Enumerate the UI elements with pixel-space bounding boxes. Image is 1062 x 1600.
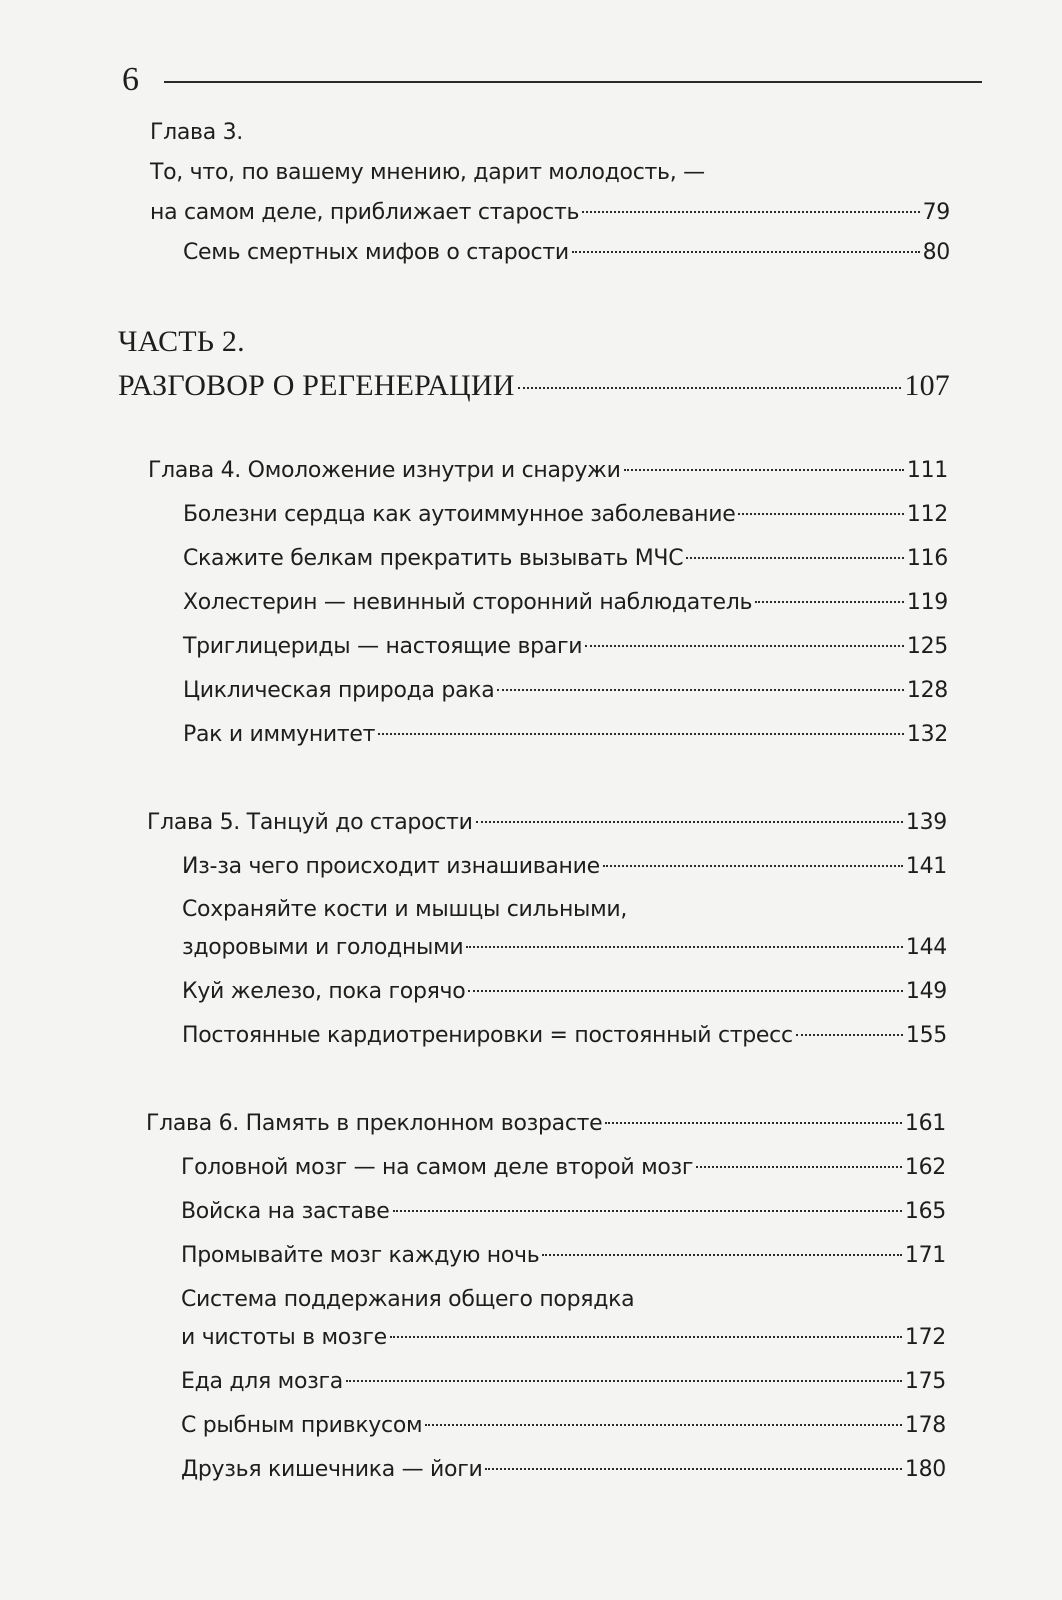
dot-leader <box>485 1468 901 1470</box>
toc-entry-page: 128 <box>906 678 948 703</box>
toc-entry-page: 175 <box>904 1369 946 1394</box>
toc-entry-title: Головной мозг — на самом деле второй мозг <box>181 1155 694 1180</box>
dot-leader <box>738 513 903 515</box>
toc-entry-title: здоровыми и голодными <box>182 935 464 960</box>
dot-leader <box>476 821 903 823</box>
toc-entry-page: 162 <box>904 1155 946 1180</box>
toc-entry[interactable] <box>182 847 947 887</box>
page-number: 6 <box>122 61 139 98</box>
toc-entry[interactable] <box>181 1192 946 1232</box>
toc-entry-title: Постоянные кардиотренировки = постоянный стресс <box>182 1023 793 1048</box>
dot-leader <box>468 990 902 992</box>
dot-leader <box>582 211 919 213</box>
toc-entry[interactable] <box>183 715 948 755</box>
toc-entry-title: Куй железо, пока горячо <box>182 979 466 1004</box>
header-rule <box>164 81 982 83</box>
toc-entry-chapter5[interactable] <box>147 803 947 843</box>
toc-entry[interactable] <box>181 1148 946 1188</box>
dot-leader <box>624 469 904 471</box>
toc-entry-page: 80 <box>922 240 950 265</box>
toc-entry-title: Циклическая природа рака <box>183 678 495 703</box>
toc-entry-page: 144 <box>905 935 947 960</box>
toc-entry-page: 107 <box>904 369 950 402</box>
toc-entry-title: Семь смертных мифов о старости <box>183 240 569 265</box>
toc-entry[interactable] <box>181 1318 946 1358</box>
dot-leader <box>542 1254 902 1256</box>
toc-entry-title: и чистоты в мозге <box>181 1325 387 1350</box>
toc-entry-title: Рак и иммунитет <box>183 722 376 747</box>
toc-entry-title: Триглицериды — настоящие враги <box>183 634 583 659</box>
toc-entry[interactable] <box>182 1016 947 1056</box>
toc-entry-page: 112 <box>906 502 948 527</box>
dot-leader <box>390 1336 902 1338</box>
toc-entry-page: 180 <box>904 1457 946 1482</box>
toc-entry-title: на самом деле, приближает старость <box>150 200 580 225</box>
toc-entry-chapter4[interactable] <box>148 451 948 491</box>
toc-entry-page: 139 <box>905 810 947 835</box>
dot-leader <box>518 387 902 389</box>
toc-entry-title: Промывайте мозг каждую ночь <box>181 1243 540 1268</box>
toc-entry-title: Глава 6. Память в преклонном возрасте <box>146 1111 603 1136</box>
toc-entry-chapter6[interactable] <box>146 1104 946 1144</box>
toc-entry[interactable] <box>183 583 948 623</box>
toc-entry-title: Глава 5. Танцуй до старости <box>147 810 473 835</box>
toc-entry-title-line1: Сохраняйте кости и мышцы сильными, <box>182 897 628 922</box>
toc-entry-page: 141 <box>905 854 947 879</box>
toc-entry-page: 116 <box>906 546 948 571</box>
toc-entry[interactable] <box>181 1406 946 1446</box>
toc-entry-page: 79 <box>922 200 950 225</box>
dot-leader <box>605 1122 902 1124</box>
toc-entry-title: Из-за чего происходит изнашивание <box>182 854 600 879</box>
toc-entry[interactable] <box>181 1236 946 1276</box>
toc-entry-page: 111 <box>906 458 948 483</box>
dot-leader <box>497 689 903 691</box>
toc-entry-page: 149 <box>905 979 947 1004</box>
toc-entry-page: 165 <box>904 1199 946 1224</box>
toc-entry-title: Глава 4. Омоложение изнутри и снаружи <box>148 458 621 483</box>
toc-entry-title: С рыбным привкусом <box>181 1413 423 1438</box>
toc-entry-title: Болезни сердца как аутоиммунное заболевание <box>183 502 736 527</box>
toc-entry-page: 155 <box>905 1023 947 1048</box>
toc-entry-title: Войска на заставе <box>181 1199 390 1224</box>
toc-entry[interactable] <box>183 233 950 273</box>
dot-leader <box>696 1166 902 1168</box>
toc-entry-title: Скажите белкам прекратить вызывать МЧС <box>183 546 684 571</box>
toc-entry[interactable] <box>182 928 947 968</box>
dot-leader <box>755 601 904 603</box>
toc-entry[interactable] <box>182 972 947 1012</box>
toc-entry-page: 119 <box>906 590 948 615</box>
toc-entry[interactable] <box>183 495 948 535</box>
toc-entry-title-line1: Система поддержания общего порядка <box>181 1287 635 1312</box>
toc-entry[interactable] <box>183 539 948 579</box>
chapter3-heading: Глава 3. <box>150 120 243 145</box>
toc-entry-title: Еда для мозга <box>181 1369 343 1394</box>
page-header <box>122 60 982 100</box>
dot-leader <box>686 557 904 559</box>
dot-leader <box>393 1210 902 1212</box>
dot-leader <box>572 251 920 253</box>
toc-entry-chapter3[interactable] <box>150 193 950 233</box>
toc-entry-title: Холестерин — невинный сторонний наблюдатель <box>183 590 753 615</box>
toc-entry-title: Друзья кишечника — йоги <box>181 1457 483 1482</box>
toc-entry-page: 132 <box>906 722 948 747</box>
toc-entry[interactable] <box>181 1362 946 1402</box>
toc-entry[interactable] <box>181 1450 946 1490</box>
toc-entry[interactable] <box>183 671 948 711</box>
toc-entry-page: 172 <box>904 1325 946 1350</box>
dot-leader <box>603 865 903 867</box>
toc-entry-title: РАЗГОВОР О РЕГЕНЕРАЦИИ <box>118 369 515 402</box>
toc-entry-page: 178 <box>904 1413 946 1438</box>
dot-leader <box>425 1424 902 1426</box>
toc-entry[interactable] <box>183 627 948 667</box>
toc-entry-page: 161 <box>904 1111 946 1136</box>
dot-leader <box>466 946 902 948</box>
dot-leader <box>585 645 904 647</box>
toc-entry-page: 125 <box>906 634 948 659</box>
dot-leader <box>796 1034 903 1036</box>
chapter3-title-line1: То, что, по вашему мнению, дарит молодость, — <box>150 160 705 185</box>
part2-heading: ЧАСТЬ 2. <box>118 325 245 358</box>
toc-entry-page: 171 <box>904 1243 946 1268</box>
dot-leader <box>346 1380 902 1382</box>
dot-leader <box>378 733 904 735</box>
toc-entry-part2[interactable] <box>118 366 950 406</box>
